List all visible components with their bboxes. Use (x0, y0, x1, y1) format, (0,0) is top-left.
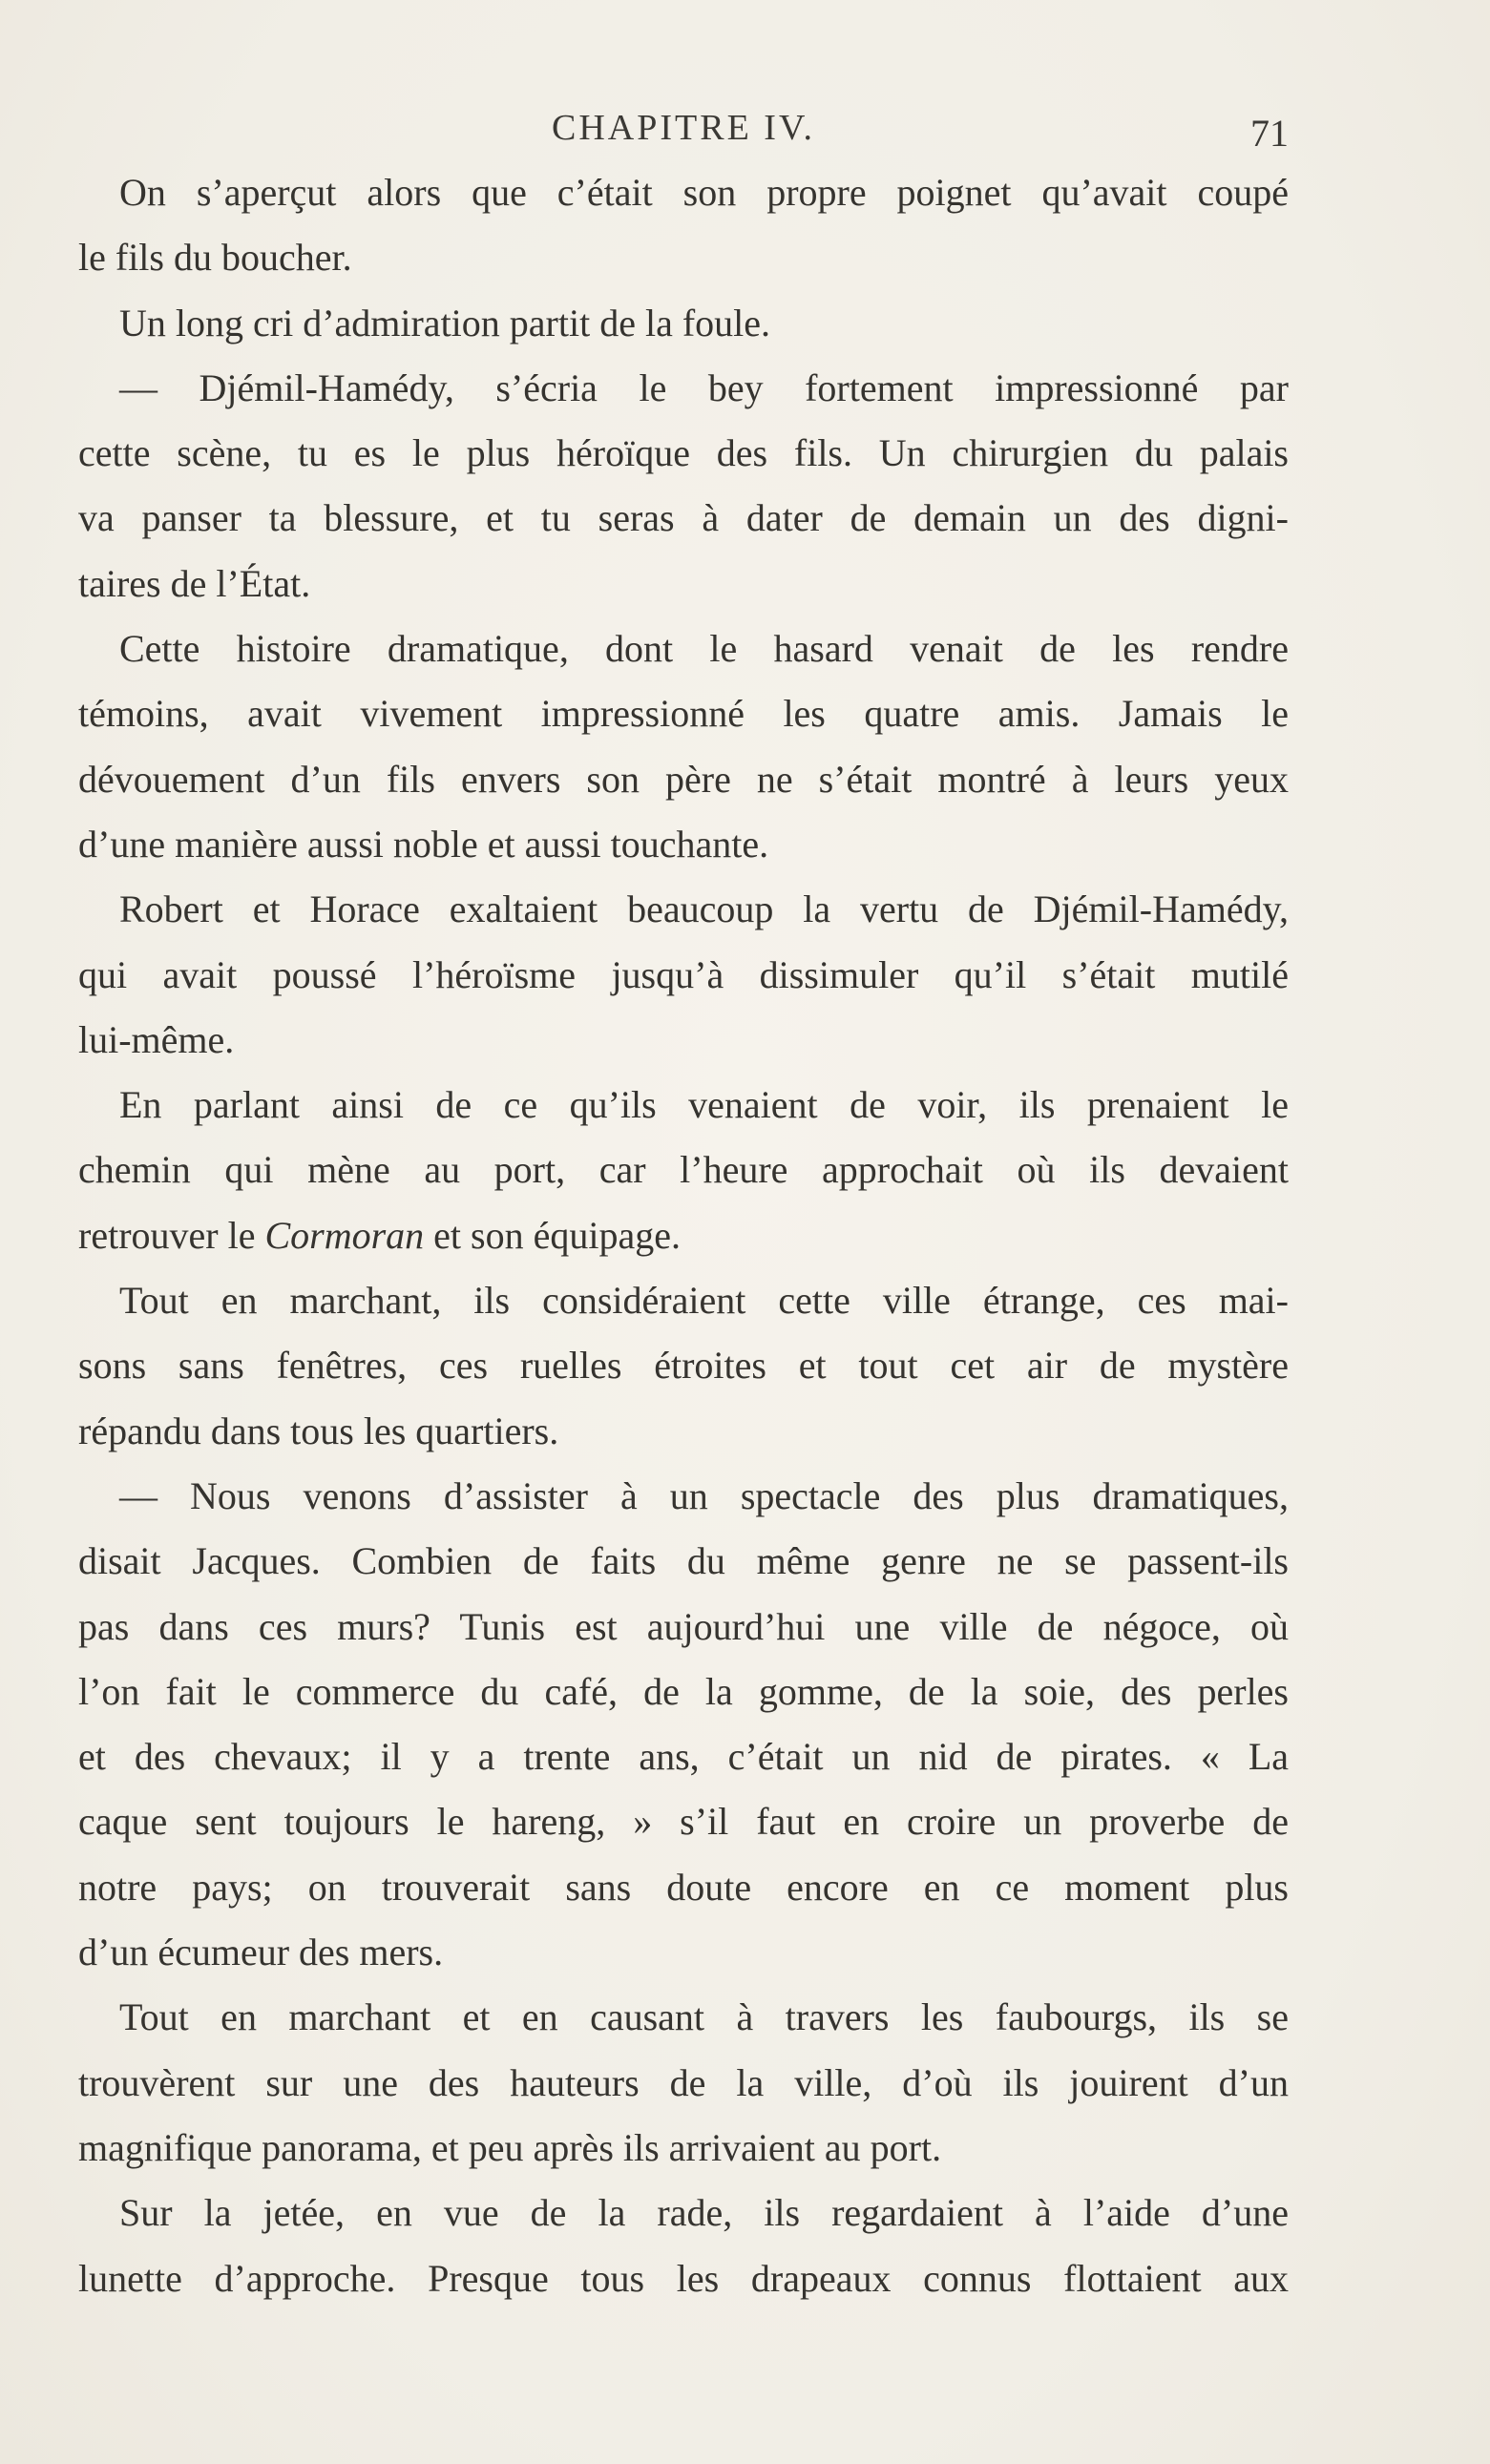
text-line: Cette histoire dramatique, dont le hasard venait de les rendre (119, 627, 1289, 671)
text-line: d’une manière aussi noble et aussi touchante. (78, 822, 769, 866)
text-line: sons sans fenêtres, ces ruelles étroites et tout cet air de mystère (78, 1344, 1289, 1388)
text-line: magnifique panorama, et peu après ils arrivaient au port. (78, 2125, 942, 2169)
text-line: Robert et Horace exaltaient beaucoup la vertu de Djémil-Hamédy, (119, 887, 1289, 931)
text-line: dévouement d’un fils envers son père ne s’était montré à leurs yeux (78, 757, 1289, 801)
text-line: taires de l’État. (78, 561, 311, 605)
text-line: lui-même. (78, 1017, 235, 1061)
text-line: Un long cri d’admiration partit de la foule. (119, 301, 771, 345)
text-line: qui avait poussé l’héroïsme jusqu’à dissimuler qu’il s’était mutilé (78, 952, 1289, 996)
text-line: — Nous venons d’assister à un spectacle des plus dramatiques, (119, 1473, 1289, 1517)
text-line: notre pays; on trouverait sans doute encore en ce moment plus (78, 1865, 1289, 1909)
page-header (78, 107, 1289, 164)
text-line: et des chevaux; il y a trente ans, c’était un nid de pirates. « La (78, 1735, 1289, 1779)
text-line: disait Jacques. Combien de faits du même genre ne se passent-ils (78, 1539, 1289, 1583)
text-line: chemin qui mène au port, car l’heure approchait où ils devaient (78, 1148, 1289, 1192)
text-line: répandu dans tous les quartiers. (78, 1409, 559, 1452)
text-line: d’un écumeur des mers. (78, 1931, 444, 1974)
body-text (78, 160, 1289, 2311)
text-line: caque sent toujours le hareng, » s’il faut en croire un proverbe de (78, 1800, 1289, 1844)
text-line: En parlant ainsi de ce qu’ils venaient de voir, ils prenaient le (119, 1083, 1289, 1127)
text-line: le fils du boucher. (78, 236, 352, 280)
text-line: pas dans ces murs? Tunis est aujourd’hui une ville de négoce, où (78, 1604, 1289, 1648)
text-segment: et son équipage. (424, 1213, 681, 1257)
text-line: trouvèrent sur une des hauteurs de la ville, d’où ils jouirent d’un (78, 2060, 1289, 2104)
text-line: Sur la jetée, en vue de la rade, ils regardaient à l’aide d’une (119, 2191, 1289, 2235)
text-line: l’on fait le commerce du café, de la gomme, de la soie, des perles (78, 1669, 1289, 1713)
running-head: CHAPITRE IV. (552, 108, 815, 148)
text-line: va panser ta blessure, et tu seras à dater de demain un des digni- (78, 496, 1289, 540)
text-line: Tout en marchant et en causant à travers les faubourgs, ils se (119, 1995, 1289, 2039)
text-line: cette scène, tu es le plus héroïque des fils. Un chirurgien du palais (78, 431, 1289, 475)
text-line: lunette d’approche. Presque tous les drapeaux connus flottaient aux (78, 2256, 1289, 2300)
text-line: Tout en marchant, ils considéraient cette ville étrange, ces mai- (119, 1279, 1289, 1323)
text-line: témoins, avait vivement impressionné les quatre amis. Jamais le (78, 692, 1289, 736)
text-segment: retrouver le (78, 1213, 265, 1257)
text-line: On s’aperçut alors que c’était son propre poignet qu’avait coupé (119, 171, 1289, 214)
page-number: 71 (1250, 112, 1289, 155)
text-line: — Djémil-Hamédy, s’écria le bey fortement impressionné par (119, 365, 1289, 409)
ship-name: Cormoran (264, 1213, 425, 1257)
text-line (78, 1203, 1289, 1268)
